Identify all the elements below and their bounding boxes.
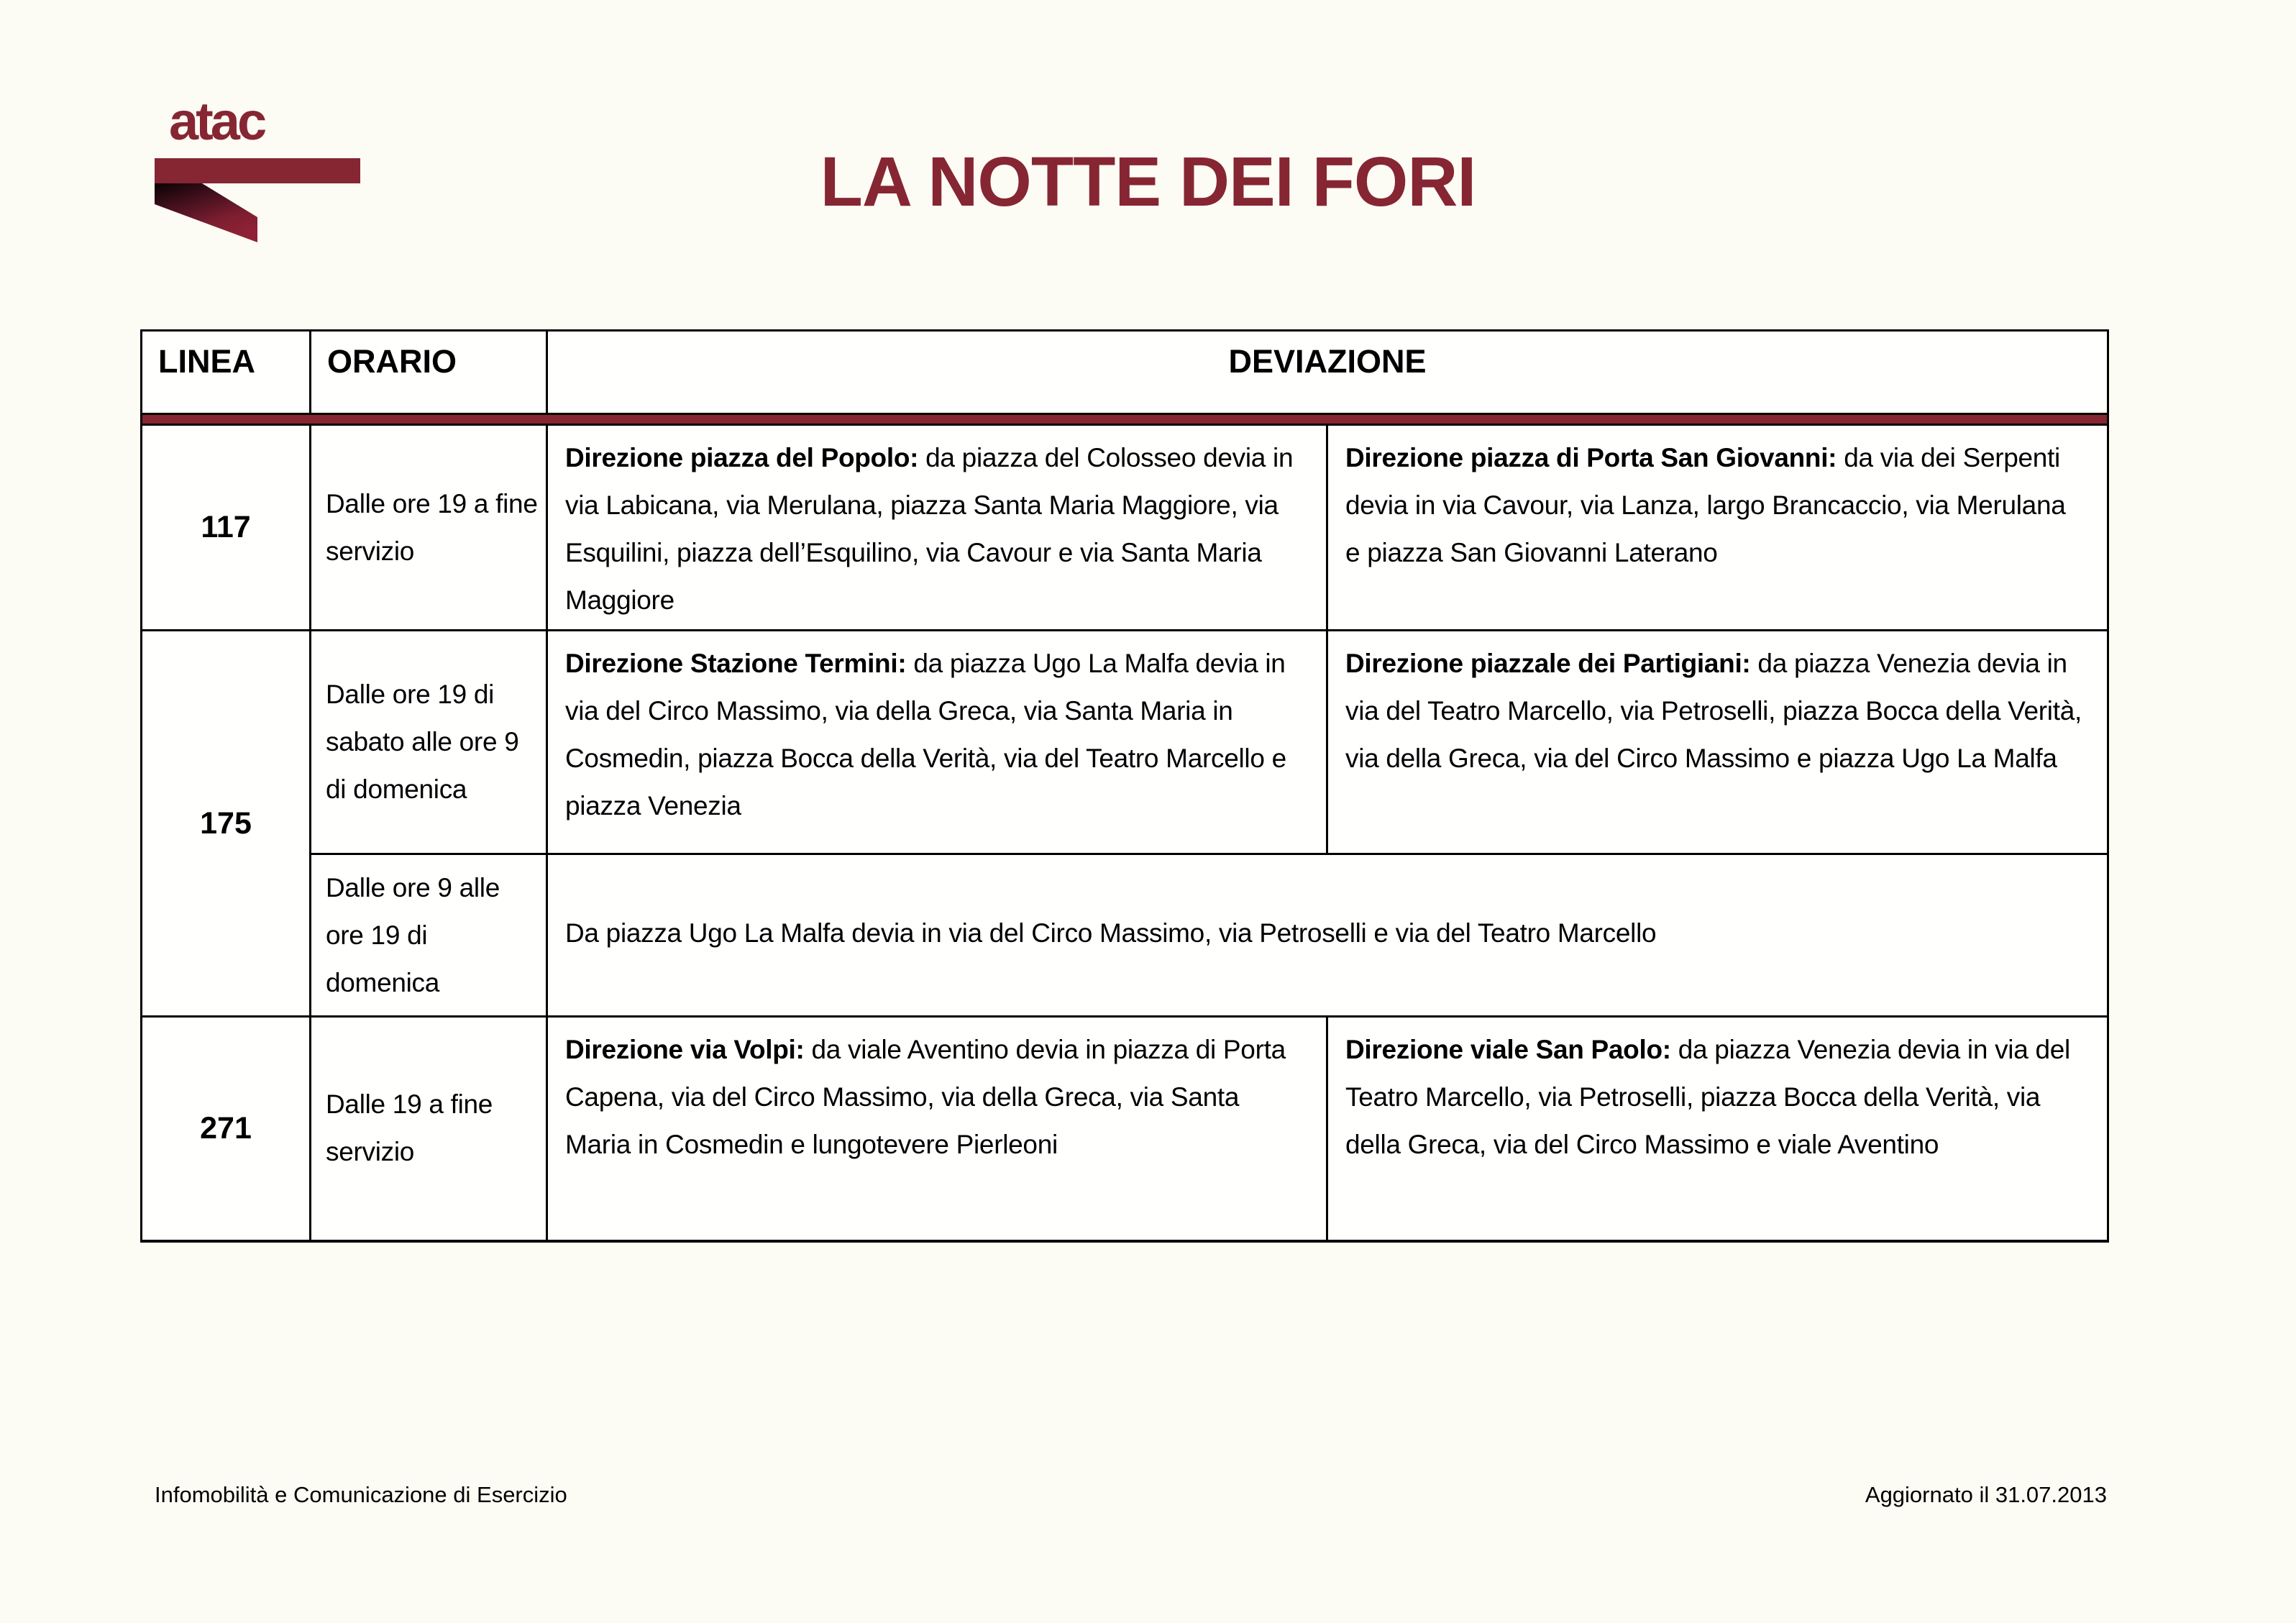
- orario-cell: Dalle ore 9 alle ore 19 di domenica: [311, 854, 547, 1017]
- direction-detail: da via dei Serpenti devia in via Cavour, via Lanza, largo Brancaccio, via Merulana e piazza San Giovanni Laterano: [1345, 443, 2066, 567]
- direction-label: Direzione piazza del Popolo:: [565, 443, 919, 472]
- direction-detail: da piazza Venezia devia in via del Teatro Marcello, via Petroselli, piazza Bocca della Verità, via della Greca, via del Circo Massimo e viale Aventino: [1345, 1035, 2070, 1159]
- deviation-cell-left: [547, 425, 1327, 631]
- table-row: [142, 425, 2108, 631]
- direction-label: Direzione via Volpi:: [565, 1035, 805, 1064]
- orario-cell: Dalle ore 19 di sabato alle ore 9 di domenica: [311, 631, 547, 854]
- direction-detail: da piazza Venezia devia in via del Teatro Marcello, via Petroselli, piazza Bocca della Verità, via della Greca, via del Circo Massimo e piazza Ugo La Malfa: [1345, 649, 2082, 773]
- table-row: [142, 631, 2108, 854]
- accent-band: [142, 414, 2108, 425]
- header-linea: LINEA: [142, 331, 311, 414]
- header-orario: ORARIO: [311, 331, 547, 414]
- deviation-cell-left: [547, 1017, 1327, 1241]
- line-number: 271: [142, 1017, 311, 1241]
- deviation-cell-right: [1327, 425, 2108, 631]
- accent-band-row: [142, 414, 2108, 425]
- atac-logo-text: atac: [169, 91, 265, 151]
- page-footer: [155, 1480, 2107, 1510]
- direction-detail: da viale Aventino devia in piazza di Porta Capena, via del Circo Massimo, via della Greca, via Santa Maria in Cosmedin e lungotevere Pierleoni: [565, 1035, 1286, 1159]
- deviation-table: [140, 329, 2109, 1243]
- orario-cell: Dalle 19 a fine servizio: [311, 1017, 547, 1241]
- direction-label: Direzione piazza di Porta San Giovanni:: [1345, 443, 1837, 472]
- direction-label: Direzione piazzale dei Partigiani:: [1345, 649, 1751, 678]
- deviation-cell-full: Da piazza Ugo La Malfa devia in via del Circo Massimo, via Petroselli e via del Teatro Marcello: [547, 854, 2108, 1017]
- direction-detail: da piazza del Colosseo devia in via Labicana, via Merulana, piazza Santa Maria Maggiore, via Esquilini, piazza dell’Esquilino, via Cavour e via Santa Maria Maggiore: [565, 443, 1294, 615]
- line-number: 117: [142, 425, 311, 631]
- header-row: [142, 331, 2108, 414]
- page-title: LA NOTTE DEI FORI: [820, 142, 1476, 221]
- deviation-cell-right: [1327, 631, 2108, 854]
- table-row: [142, 854, 2108, 1017]
- header-deviazione: DEVIAZIONE: [547, 331, 2108, 414]
- orario-cell: Dalle ore 19 a fine servizio: [311, 425, 547, 631]
- table-row: [142, 1017, 2108, 1241]
- line-number: 175: [142, 631, 311, 1017]
- direction-detail: da piazza Ugo La Malfa devia in via del Circo Massimo, via della Greca, via Santa Maria in Cosmedin, piazza Bocca della Verità, via del Teatro Marcello e piazza Venezia: [565, 649, 1286, 820]
- deviation-cell-right: [1327, 1017, 2108, 1241]
- direction-label: Direzione viale San Paolo:: [1345, 1035, 1671, 1064]
- direction-label: Direzione Stazione Termini:: [565, 649, 907, 678]
- deviation-cell-left: [547, 631, 1327, 854]
- footer-right: Aggiornato il 31.07.2013: [1865, 1482, 2107, 1507]
- footer-left: Infomobilità e Comunicazione di Esercizio: [155, 1482, 567, 1507]
